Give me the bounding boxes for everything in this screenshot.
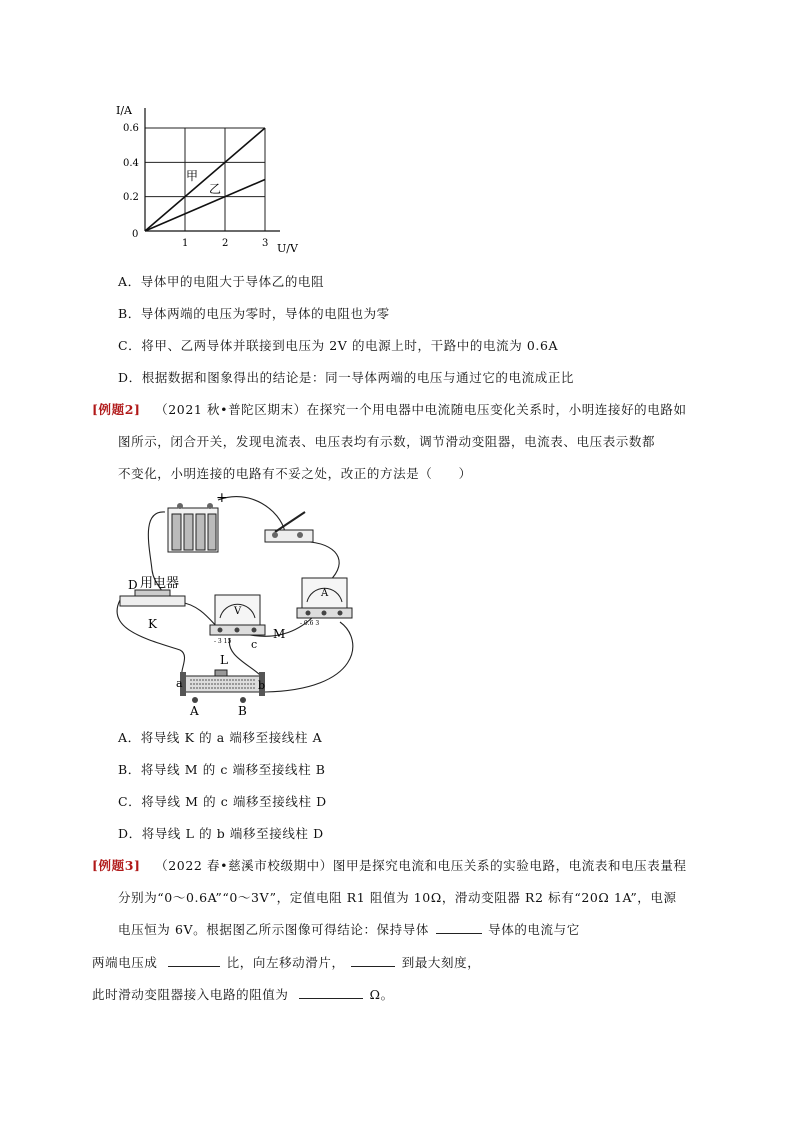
wire-l-label: L (220, 653, 228, 667)
series-label-jia: 甲 (186, 169, 199, 183)
x-tick-label: 3 (262, 238, 269, 249)
q3-text-3a: 电压恒为 6V。根据图乙所示图像可得结论：保持导体 (118, 922, 429, 937)
ammeter-scale: - 0.6 3 (300, 620, 320, 627)
voltmeter-symbol: V (234, 606, 242, 617)
origin-label: 0 (132, 229, 139, 240)
q3-line-4 (92, 953, 480, 971)
q2-line-1 (92, 400, 687, 418)
q3-tag: [例题3] (92, 858, 141, 873)
wire-m-label: M (273, 627, 286, 641)
q1-option-d: D．根据数据和图象得出的结论是：同一导体两端的电压与通过它的电流成正比 (118, 370, 575, 385)
device-d-label: D (128, 578, 138, 592)
q1-option-a: A．导体甲的电阻大于导体乙的电阻 (118, 274, 325, 289)
q3-text-4b: 比，向左移动滑片， (226, 955, 345, 970)
q1-option-c: C．将甲、乙两导体并联接到电压为 2V 的电源上时，干路中的电流为 0.6A (118, 338, 559, 353)
answer-blank-1[interactable] (436, 921, 482, 934)
terminal-c-label: c (251, 638, 258, 651)
voltmeter-scale: - 3 15 (214, 638, 232, 645)
series-label-yi: 乙 (209, 182, 222, 196)
q3-text-1: （2022 春•慈溪市校级期中）图甲是探究电流和电压关系的实验电路，电流表和电压表量程 (155, 858, 687, 873)
answer-blank-4[interactable] (299, 986, 363, 999)
switch (265, 512, 313, 542)
device-label: 用电器 (140, 576, 180, 591)
y-tick-label: 0.4 (123, 158, 139, 169)
q3-text-4c: 到最大刻度， (401, 955, 481, 970)
q3-line-2: 分别为“0～0.6A”“0～3V”，定值电阻 R1 阻值为 10Ω，滑动变阻器 R2 标有“20Ω 1A”，电源 (118, 890, 677, 905)
q3-line-5 (92, 985, 394, 1003)
post-a-label: A (190, 704, 199, 718)
graph-axes (145, 108, 280, 231)
y-axis-label: I/A (116, 104, 132, 117)
q2-tag: [例题2] (92, 402, 141, 417)
y-tick-label: 0.2 (123, 192, 139, 203)
y-tick-label: 0.6 (123, 123, 139, 134)
graph-series (145, 128, 265, 231)
x-axis-label: U/V (277, 242, 298, 255)
wire-k-label: K (148, 617, 157, 631)
wire-k (117, 600, 185, 675)
q3-line-1 (92, 856, 687, 874)
electrical-device (120, 590, 185, 606)
circuit-diagram (110, 490, 370, 720)
answer-blank-2[interactable] (168, 954, 220, 967)
ammeter-symbol: A (321, 588, 329, 599)
q3-text-3b: 导体的电流与它 (488, 922, 580, 937)
series-line (145, 180, 265, 232)
x-tick-label: 2 (222, 238, 229, 249)
rheostat (180, 670, 265, 703)
q3-line-3 (118, 920, 580, 938)
iu-graph (110, 100, 320, 255)
q2-text-1: （2021 秋•普陀区期末）在探究一个用电器中电流随电压变化关系时，小明连接好的电路如 (155, 402, 687, 417)
wire-battery-switch (218, 497, 285, 532)
q2-line-3: 不变化，小明连接的电路有不妥之处，改正的方法是（ ） (118, 466, 472, 481)
terminal-a-label: a (176, 677, 183, 690)
battery-plus-label: + (216, 490, 228, 506)
q2-option-d: D．将导线 L 的 b 端移至接线柱 D (118, 826, 324, 841)
series-line (145, 128, 265, 231)
q3-text-4a: 两端电压成 (92, 955, 158, 970)
q3-text-5b: Ω。 (369, 987, 394, 1002)
q2-option-a: A．将导线 K 的 a 端移至接线柱 A (118, 730, 323, 745)
x-tick-label: 1 (182, 238, 189, 249)
post-b-label: B (238, 704, 247, 718)
q2-option-c: C．将导线 M 的 c 端移至接线柱 D (118, 794, 327, 809)
answer-blank-3[interactable] (351, 954, 395, 967)
q2-line-2: 图所示，闭合开关，发现电流表、电压表均有示数，调节滑动变阻器，电流表、电压表示数都 (118, 434, 656, 449)
q1-option-b: B．导体两端的电压为零时，导体的电阻也为零 (118, 306, 390, 321)
q3-text-5a: 此时滑动变阻器接入电路的阻值为 (92, 987, 289, 1002)
q2-option-b: B．将导线 M 的 c 端移至接线柱 B (118, 762, 326, 777)
battery (168, 503, 218, 552)
terminal-b-label: b (258, 679, 266, 692)
